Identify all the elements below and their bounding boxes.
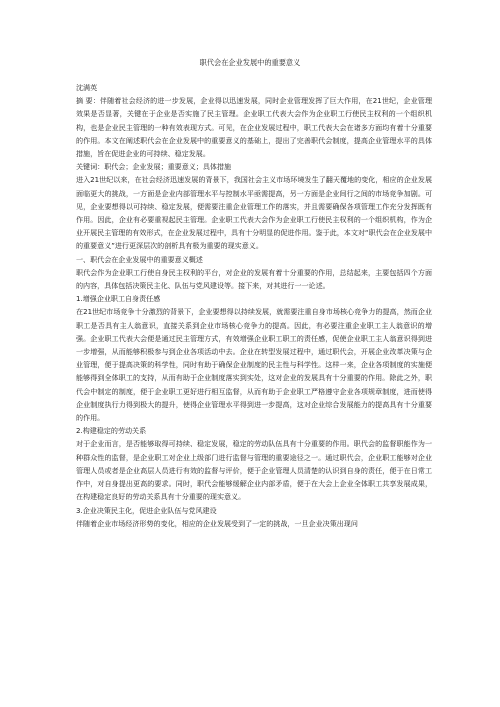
subsection-heading-3: 3.企业决策民主化，促进企业队伍与党风建设 [76, 505, 217, 515]
subsection-paragraph-3: 伴随着企业市场经济形势的变化，相应的企业发展受到了一定的挑战，一旦企业决策出现问 [76, 518, 358, 528]
section-intro-paragraph: 职代会作为企业职工行使自身民主权利的平台，对企业的发展有着十分重要的作用，总结起来，主要包括四个方面的内容，具体包括决策民主化、队伍与党风建设等。接下来，对其进行一一论述。 [76, 267, 432, 291]
subsection-paragraph-1: 在21世纪市场竞争十分激烈的背景下，企业要想得以持续发展，就需要注重自身市场核心竞争力的提高，然而企业职工是否具有主人翁意识，直接关系到企业市场核心竞争力的提高。因此，有必要注重企业职工主人翁意识的增强。企业职工代表大会便是通过民主管理方式，有效增强企业职工职工的责任感，促使企业职工主人翁意识得到进一步增强，从而能够积极参与到企业各项活动中去。企业在转型发展过程中，通过职代会，开展企业改革决策与企业管理，便于提高决策的科学性，同时有助于确保企业制度的民主性与科学性。这样一来，企业各项制度的实施便能够得到全体职工的支持，从而有助于企业制度落实到实处，这对企业的发展具有十分重要的作用。除此之外，职代会中制定的制度，便于企业职工更好进行相互监督，从而有助于企业职工严格遵守企业各项规章制度，进而使得企业制度执行力得到极大的提升，使得企业管理水平得到进一步提高，这对企业综合发展能力的提高具有十分重要的作用。 [76, 307, 432, 423]
intro-paragraph: 进入21世纪以来，在社会经济迅速发展的背景下，我国社会主义市场环境发生了翻天覆地的变化，相应的企业发展面临更大的挑战，一方面是企业内部管理水平与控制水平亟需提高，另一方面是企业间行之间的市场竞争加剧。可见，企业要想得以可持续、稳定发展，便需要注重企业管理工作的落实，并且需要确保各项管理工作充分发挥既有作用。因此，企业有必要重视起民主管理。企业职工代表大会作为企业职工行使民主权利的一个组织机构，作为企业开展民主管理的有效形式，在企业发展过程中，具有十分明显的促进作用。鉴于此，本文对“职代会在企业发展中的重要意义”进行更深层次的剖析具有极为重要的现实意义。 [76, 175, 432, 251]
subsection-heading-1: 1.增强企业职工自身责任感 [76, 294, 161, 304]
document-body [76, 81, 432, 530]
document-title: 职代会在企业发展中的重要意义 [199, 58, 301, 67]
abstract-paragraph: 摘 要：伴随着社会经济的进一步发展，企业得以迅速发展，同时企业管理发挥了巨大作用，在21世纪，企业管理效果是否显著，关键在于企业是否实施了民主管理。企业职工代表大会作为企业职工行使民主权利的一个组织机构，也是企业民主管理的一种有效表现方式。可见，在企业发展过程中，职工代表大会在诸多方面均有着十分重要的作用。本文在阐述职代会在企业发展中的重要意义的基础上，提出了完善职代会制度，提高企业管理水平的具体措施，旨在促进企业的可持续、稳定发展。 [76, 96, 432, 159]
author-name: 沈满英 [76, 83, 98, 92]
keywords-line: 关键词：职代会；企业发展；重要意义；具体措施 [76, 162, 232, 172]
section-heading: 一、职代会在企业发展中的重要意义概述 [76, 254, 203, 264]
subsection-heading-2: 2.构建稳定的劳动关系 [76, 426, 147, 436]
subsection-paragraph-2: 对于企业而言，是否能够取得可持续、稳定发展，稳定的劳动队伍具有十分重要的作用。职代会的监督职能作为一种群众性的监督，是企业职工对企业上级部门进行监督与管理的重要途径之一。通过职代会，企业职工能够对企业管理人员或者是企业高层人员进行有效的监督与评价，便于企业管理人员清楚的认识到自身的责任，便于在日常工作中，对自身提出更高的要求。同时，职代会能够缓解企业内部矛盾，便于在大会上企业全体职工共享发展成果，在构建稳定良好的劳动关系具有十分重要的现实意义。 [76, 439, 432, 502]
